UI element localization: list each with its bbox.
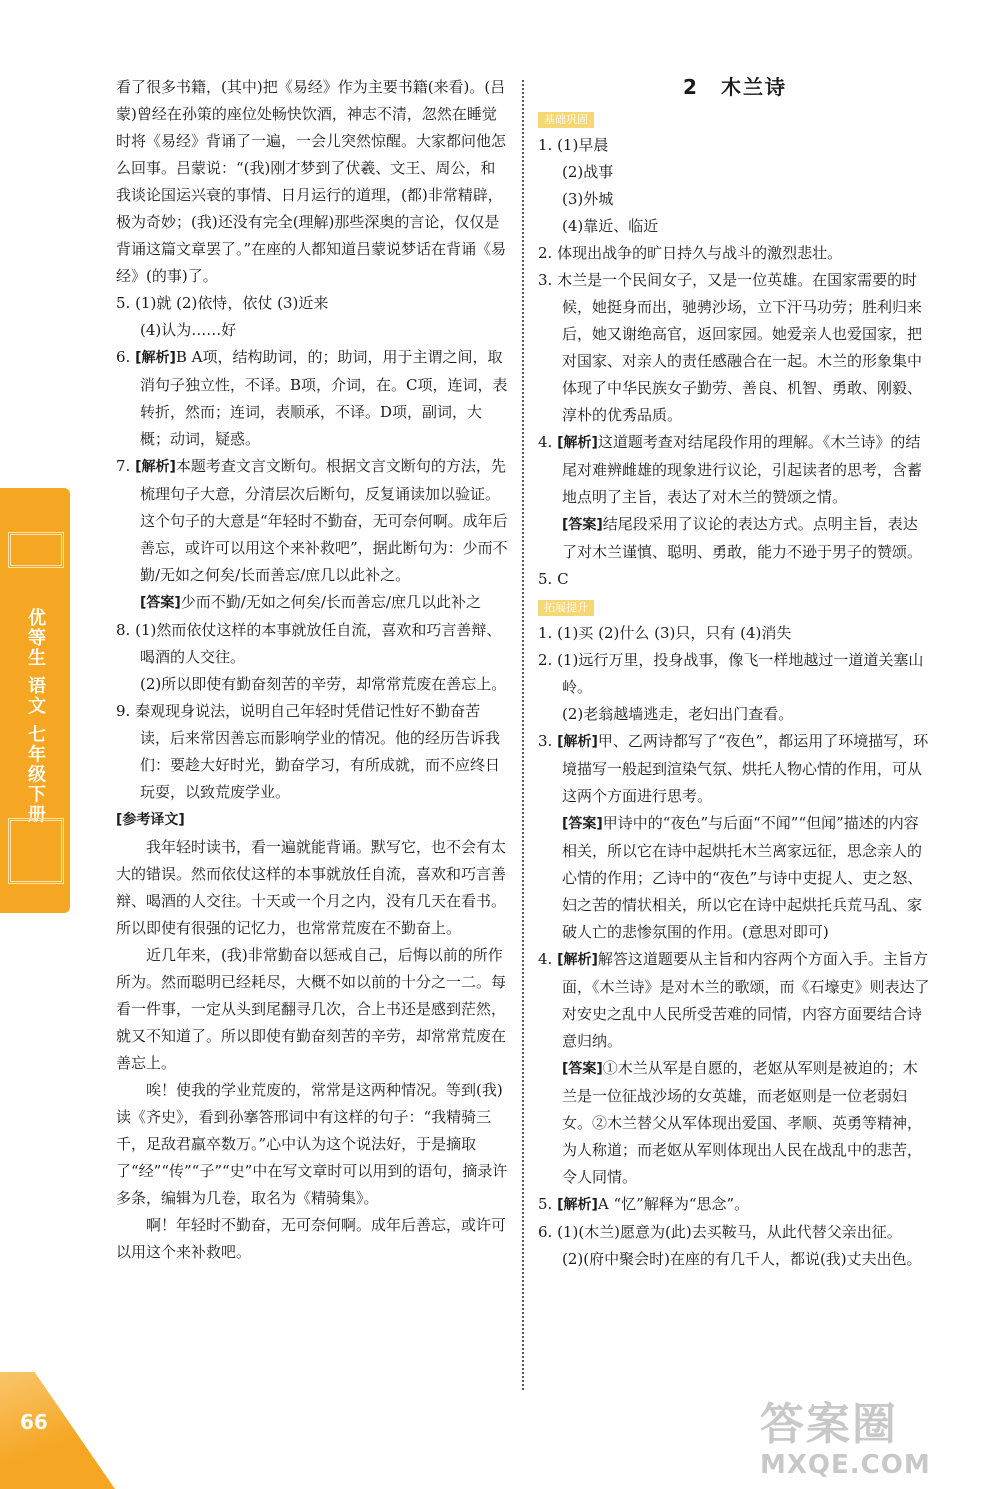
answer-2: 2. 体现出战争的旷日持久与战斗的激烈悲壮。 <box>538 244 843 262</box>
sidebar-label: 优等生 语文 七年级下册 <box>25 608 46 825</box>
answer-3: 3. 木兰是一个民间女子，又是一位英雄。在国家需要的时候，她挺身而出，驰骋沙场，立下汗马功劳；胜利归来后，她又谢绝高官，返回家园。她爱亲人也爱国家，把对国家、对亲人的责任感融合在一起。木兰的形象集中体现了中华民族女子勤劳、善良、机智、勇敢、刚毅、淳朴的优秀品质。 <box>538 271 923 424</box>
answer-1: 1. (1)早晨 <box>538 136 609 154</box>
extension-answer-5: 5. [解析]A “忆”解释为“思念”。 <box>538 1195 750 1213</box>
watermark <box>760 1400 995 1485</box>
answer-8: 8. (1)然而依仗这样的本事就放任自流，喜欢和巧言善辩、喝酒的人交往。 <box>116 621 502 666</box>
analysis-tag: [解析] <box>557 952 598 968</box>
answer-8-part2: (2)所以即使有勤奋刻苦的辛劳，却常常荒废在善忘上。 <box>140 675 507 693</box>
reference-paragraph: 我年轻时读书，看一遍就能背诵。默写它，也不会有太大的错误。然而依仗这样的本事就放任自流，喜欢和巧言善辩、喝酒的人交往。十天或一个月之内，没有几天在看书。所以即使有很强的记忆力，也常常荒废在不勤奋上。 <box>116 838 507 937</box>
extension-answer-6-part2: (2)(府中聚会时)在座的有几千人，都说(我)丈夫出色。 <box>562 1250 922 1268</box>
analysis-tag: [解析] <box>557 1197 598 1213</box>
answer-9: 9. 秦观现身说法，说明自己年轻时凭借记性好不勤奋苦读，后来常因善忘而影响学业的情况。他的经历告诉我们：要趁大好时光，勤奋学习，有所成就，而不应终日玩耍，以致荒废学业。 <box>116 702 501 801</box>
answer-tag: [答案] <box>562 1061 603 1077</box>
page-number: 66 <box>20 1410 48 1434</box>
answer-1-part3: (3)外城 <box>562 190 614 208</box>
sidebar-ornament-bottom <box>8 818 64 884</box>
column-divider <box>522 80 524 1390</box>
corner-decoration <box>0 1372 115 1489</box>
analysis-tag: [解析] <box>557 734 598 750</box>
sidebar-ornament <box>8 532 64 568</box>
answer-6: 6. [解析]B A项，结构助词，的；助词，用于主谓之间，取消句子独立性，不译。B项，介词，在。C项，连词，表转折，然而；连词，表顺承，不译。D项，副词，大概；动词，疑惑。 <box>116 348 508 448</box>
answer-tag: [答案] <box>562 517 603 533</box>
analysis-tag: [解析] <box>557 435 598 451</box>
answer-7: 7. [解析]本题考查文言文断句。根据文言文断句的方法，先梳理句子大意，分清层次后断句，反复诵读加以验证。这个句子的大意是“年轻时不勤奋，无可奈何啊。成年后善忘，或许可以用这个来补救吧”，据此断句为：少而不勤/无如之何矣/长而善忘/庶几以此补之。 <box>116 457 508 584</box>
section-badge-basic: 基础巩固 <box>538 112 594 128</box>
sidebar-band <box>0 488 70 913</box>
answer-7-key: [答案]少而不勤/无如之何矣/长而善忘/庶几以此补之 <box>140 593 481 611</box>
extension-answer-1: 1. (1)买 (2)什么 (3)只，只有 (4)消失 <box>538 624 792 642</box>
answer-4-key: [答案]结尾段采用了议论的表达方式。点明主旨，表达了对木兰谨慎、聪明、勇敢，能力不逊于男子的赞颂。 <box>562 515 923 561</box>
answer-1-part2: (2)战事 <box>562 163 614 181</box>
extension-answer-3: 3. [解析]甲、乙两诗都写了“夜色”，都运用了环境描写，环境描写一般起到渲染气氛、烘托人物心情的作用，可从这两个方面进行思考。 <box>538 732 929 805</box>
extension-answer-4-key: [答案]①木兰从军是自愿的，老妪从军则是被迫的；木兰是一位征战沙场的女英雄，而老妪则是一位老弱妇女。②木兰替父从军体现出爱国、孝顺、英勇等精神，为人称道；而老妪从军则体现出人民在战乱中的悲苦，令人同情。 <box>562 1059 923 1186</box>
reference-paragraph: 近几年来，(我)非常勤奋以惩戒自己，后悔以前的所作所为。然而聪明已经耗尽，大概不如以前的十分之一二。每看一件事，一定从头到尾翻寻几次，合上书还是感到茫然，就又不知道了。所以即使有勤奋刻苦的辛劳，却常常荒废在善忘上。 <box>116 946 507 1072</box>
extension-answer-2-part2: (2)老翁越墙逃走，老妇出门查看。 <box>562 705 794 723</box>
watermark-text: 答案圈 <box>760 1399 898 1450</box>
analysis-tag: [解析] <box>135 459 176 475</box>
extension-answer-4: 4. [解析]解答这道题要从主旨和内容两个方面入手。主旨方面，《木兰诗》是对木兰的歌颂，而《石壕吏》则表达了对安史之乱中人民所受苦难的同情，内容方面要结合诗意归纳。 <box>538 950 930 1050</box>
answer-tag: [答案] <box>140 595 181 611</box>
answer-5-part4: (4)认为……好 <box>140 321 237 339</box>
extension-answer-3-key: [答案]甲诗中的“夜色”与后面“不闻”“但闻”描述的内容相关，所以它在诗中起烘托木兰离家远征，思念亲人的心情的作用；乙诗中的“夜色”与诗中吏捉人、吏之怒、妇之苦的情状相关，所以它在诗中起烘托兵荒马乱、家破人亡的悲惨氛围的作用。(意思对即可) <box>562 814 923 941</box>
extension-answer-6: 6. (1)(木兰)愿意为(此)去买鞍马，从此代替父亲出征。 <box>538 1223 902 1241</box>
answer-1-part4: (4)靠近、临近 <box>562 217 659 235</box>
section-badge-extension: 拓展提升 <box>538 600 594 616</box>
answer-tag: [答案] <box>562 816 603 832</box>
extension-answer-2: 2. (1)远行万里，投身战事，像飞一样地越过一道道关塞山岭。 <box>538 651 924 696</box>
section-title: 2 木兰诗 <box>683 75 787 99</box>
answer-5: 5. (1)就 (2)依恃，依仗 (3)近来 <box>116 294 329 312</box>
answer-4: 4. [解析]这道题考查对结尾段作用的理解。《木兰诗》的结尾对难辨雌雄的现象进行议论，引起读者的思考，含蓄地点明了主旨，表达了对木兰的赞颂之情。 <box>538 433 923 506</box>
watermark-url: MXQE.COM <box>760 1450 931 1480</box>
right-column <box>538 74 932 1273</box>
translation-continued: 看了很多书籍，(其中)把《易经》作为主要书籍(来看)。(吕蒙)曾经在孙策的座位处畅快饮酒，神志不清，忽然在睡觉时将《易经》背诵了一遍，一会儿突然惊醒。大家都问他怎么回事。吕蒙说：“(我)刚才梦到了伏羲、文王、周公，和我谈论国运兴衰的事情、日月运行的道理，(都)非常精辟，极为奇妙；(我)还没有完全(理解)那些深奥的言论，仅仅是背诵这篇文章罢了。”在座的人都知道吕蒙说梦话在背诵《易经》(的事)了。 <box>116 78 507 285</box>
analysis-tag: [解析] <box>135 350 176 366</box>
reference-paragraph: 唉！使我的学业荒废的，常常是这两种情况。等到(我)读《齐史》，看到孙搴答邢词中有这样的句子：“我精骑三千，足敌君羸卒数万。”心中认为这个说法好，于是摘取了“经”“传”“子”“史”中在写文章时可以用到的语句，摘录许多条，编辑为几卷，取名为《精骑集》。 <box>116 1081 508 1207</box>
answer-5: 5. C <box>538 570 569 588</box>
reference-translation-heading: [参考译文] <box>116 812 185 828</box>
reference-paragraph: 啊！年轻时不勤奋，无可奈何啊。成年后善忘，或许可以用这个来补救吧。 <box>116 1216 507 1261</box>
left-column <box>116 74 508 1266</box>
